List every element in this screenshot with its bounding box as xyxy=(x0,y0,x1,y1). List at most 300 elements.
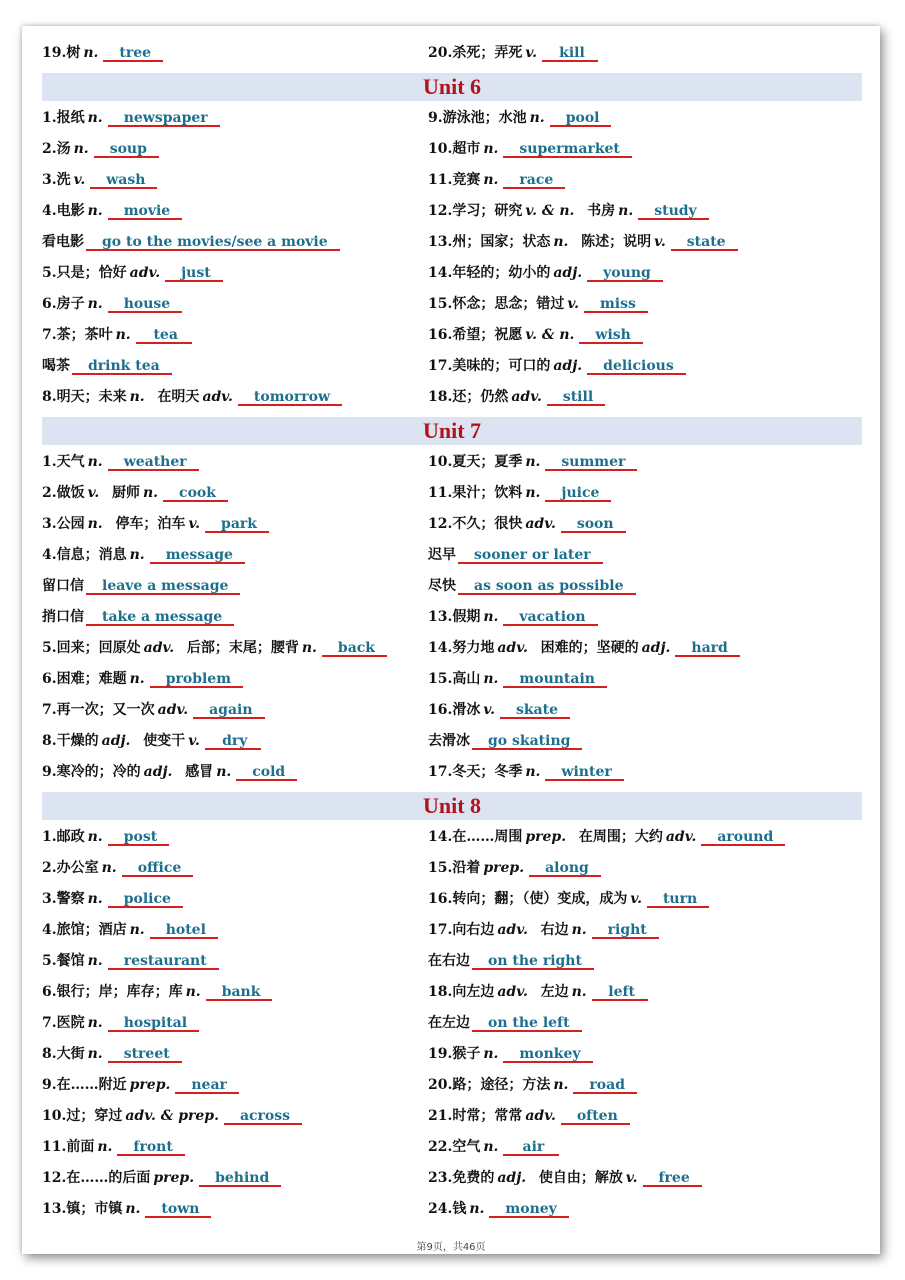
part-of-speech: n. xyxy=(301,639,317,656)
entry-number: 14. xyxy=(428,639,453,656)
part-of-speech: v. xyxy=(483,701,495,718)
chinese-meaning: 办公室 xyxy=(56,859,99,876)
part-of-speech: n. xyxy=(87,1045,103,1062)
answer-word: message xyxy=(150,548,245,564)
part-of-speech: adv. xyxy=(497,639,528,656)
chinese-meaning: 银行；岸；库存；库 xyxy=(56,983,183,1000)
vocab-entry xyxy=(428,235,862,251)
chinese-meaning: 果汁；饮料 xyxy=(452,484,523,501)
chinese-meaning: 报纸 xyxy=(56,109,85,126)
vocab-row xyxy=(42,103,862,134)
vocab-entry xyxy=(42,672,428,688)
vocab-row xyxy=(42,447,862,478)
answer-word: left xyxy=(592,985,648,1001)
answer-word: dry xyxy=(205,734,261,750)
vocabulary-list xyxy=(42,38,862,1225)
answer-word: take a message xyxy=(86,610,234,626)
chinese-meaning: 困难的；坚硬的 xyxy=(540,639,639,656)
part-of-speech: adj. xyxy=(553,357,583,374)
part-of-speech: v. xyxy=(567,295,579,312)
vocab-entry xyxy=(428,923,862,939)
chinese-meaning: 做饭 xyxy=(56,484,85,501)
chinese-meaning: 竞赛 xyxy=(452,171,481,188)
answer-word: wish xyxy=(579,328,642,344)
entry-number: 19. xyxy=(42,44,67,61)
vocab-row xyxy=(42,853,862,884)
document-page xyxy=(22,26,880,1254)
vocab-entry xyxy=(42,765,428,781)
chinese-meaning: 滑冰 xyxy=(452,701,481,718)
part-of-speech: adj. xyxy=(497,1169,527,1186)
answer-word: tea xyxy=(136,328,192,344)
vocab-row xyxy=(42,1194,862,1225)
answer-word: hotel xyxy=(150,923,218,939)
answer-word: again xyxy=(193,703,264,719)
part-of-speech: adv. xyxy=(525,1107,556,1124)
answer-word: park xyxy=(205,517,269,533)
chinese-meaning: 夏天；夏季 xyxy=(452,453,523,470)
answer-word: air xyxy=(503,1140,559,1156)
chinese-meaning: 房子 xyxy=(56,295,85,312)
vocab-entry xyxy=(42,1109,428,1125)
chinese-meaning: 陈述；说明 xyxy=(581,233,652,250)
vocab-row xyxy=(42,1163,862,1194)
entry-number: 12. xyxy=(428,515,453,532)
answer-word: across xyxy=(224,1109,302,1125)
answer-word: restaurant xyxy=(108,954,219,970)
vocab-entry xyxy=(428,517,862,533)
answer-word: near xyxy=(175,1078,239,1094)
chinese-meaning: 在……附近 xyxy=(56,1076,127,1093)
chinese-meaning: 留口信 xyxy=(42,577,84,594)
part-of-speech: n. xyxy=(483,608,499,625)
vocab-entry xyxy=(428,455,862,471)
vocab-entry xyxy=(428,1140,862,1156)
chinese-meaning: 干燥的 xyxy=(56,732,99,749)
vocab-entry xyxy=(42,1171,428,1187)
answer-word: tree xyxy=(103,46,163,62)
answer-word: state xyxy=(671,235,738,251)
answer-word: drink tea xyxy=(72,359,172,375)
part-of-speech: n. xyxy=(553,233,569,250)
vocab-row xyxy=(42,1008,862,1039)
vocab-row xyxy=(42,1101,862,1132)
vocab-entry xyxy=(42,455,428,471)
part-of-speech: prep. xyxy=(129,1076,171,1093)
answer-word: police xyxy=(108,892,183,908)
answer-word: around xyxy=(701,830,785,846)
vocab-row xyxy=(42,196,862,227)
entry-number: 9. xyxy=(42,1076,57,1093)
answer-word: vacation xyxy=(503,610,597,626)
entry-number: 15. xyxy=(428,670,453,687)
answer-word: winter xyxy=(545,765,623,781)
entry-number: 24. xyxy=(428,1200,453,1217)
answer-word: along xyxy=(529,861,601,877)
part-of-speech: n. xyxy=(115,326,131,343)
vocab-entry xyxy=(42,46,428,62)
chinese-meaning: 沿着 xyxy=(452,859,481,876)
chinese-meaning: 公园 xyxy=(56,515,85,532)
vocab-row xyxy=(42,258,862,289)
answer-word: town xyxy=(145,1202,211,1218)
chinese-meaning: 尽快 xyxy=(428,577,456,594)
chinese-meaning: 明天；未来 xyxy=(56,388,127,405)
vocab-entry xyxy=(42,1140,428,1156)
vocab-entry xyxy=(428,1016,862,1032)
part-of-speech: adv. xyxy=(129,264,161,281)
answer-word: juice xyxy=(545,486,611,502)
vocab-entry xyxy=(42,173,428,189)
part-of-speech: v. xyxy=(654,233,666,250)
chinese-meaning: 镇；市镇 xyxy=(66,1200,123,1217)
vocab-row xyxy=(42,289,862,320)
chinese-meaning: 高山 xyxy=(452,670,481,687)
entry-number: 4. xyxy=(42,546,57,563)
part-of-speech: adv. xyxy=(143,639,175,656)
entry-number: 3. xyxy=(42,890,57,907)
chinese-meaning: 困难；难题 xyxy=(56,670,127,687)
part-of-speech: n. xyxy=(125,1200,141,1217)
part-of-speech: n. xyxy=(525,484,541,501)
vocab-entry xyxy=(42,954,428,970)
answer-word: mountain xyxy=(503,672,607,688)
chinese-meaning: 茶；茶叶 xyxy=(56,326,113,343)
vocab-entry xyxy=(42,892,428,908)
entry-number: 18. xyxy=(428,388,453,405)
chinese-meaning: 邮政 xyxy=(56,828,85,845)
part-of-speech: adv. xyxy=(665,828,697,845)
answer-word: pool xyxy=(550,111,612,127)
answer-word: free xyxy=(643,1171,702,1187)
answer-word: monkey xyxy=(503,1047,592,1063)
chinese-meaning: 后部；末尾；腰背 xyxy=(186,639,299,656)
chinese-meaning: 学习；研究 xyxy=(452,202,523,219)
vocab-entry xyxy=(428,1109,862,1125)
part-of-speech: n. xyxy=(571,983,587,1000)
entry-number: 13. xyxy=(42,1200,67,1217)
part-of-speech: adj. xyxy=(641,639,671,656)
vocab-row xyxy=(42,509,862,540)
vocab-row xyxy=(42,382,862,413)
part-of-speech: n. xyxy=(87,890,103,907)
part-of-speech: n. xyxy=(87,453,103,470)
vocab-entry xyxy=(42,1202,428,1218)
answer-word: race xyxy=(503,173,565,189)
vocab-entry xyxy=(42,830,428,846)
answer-word: leave a message xyxy=(86,579,240,595)
answer-word: sooner or later xyxy=(458,548,603,564)
entry-number: 2. xyxy=(42,140,57,157)
chinese-meaning: 在右边 xyxy=(428,952,470,969)
vocab-entry xyxy=(428,328,862,344)
vocab-entry xyxy=(428,954,862,970)
vocab-entry xyxy=(428,861,862,877)
vocab-row xyxy=(42,884,862,915)
answer-word: kill xyxy=(542,46,598,62)
entry-number: 10. xyxy=(428,140,453,157)
entry-number: 22. xyxy=(428,1138,453,1155)
entry-number: 4. xyxy=(42,921,57,938)
entry-number: 13. xyxy=(428,608,453,625)
answer-word: bank xyxy=(206,985,273,1001)
vocab-entry xyxy=(42,142,428,158)
part-of-speech: v. xyxy=(630,890,642,907)
chinese-meaning: 免费的 xyxy=(452,1169,495,1186)
part-of-speech: n. xyxy=(483,140,499,157)
chinese-meaning: 前面 xyxy=(66,1138,95,1155)
entry-number: 2. xyxy=(42,484,57,501)
part-of-speech: prep. xyxy=(525,828,567,845)
answer-word: back xyxy=(322,641,387,657)
chinese-meaning: 回来；回原处 xyxy=(56,639,141,656)
part-of-speech: adv. xyxy=(157,701,189,718)
chinese-meaning: 向右边 xyxy=(452,921,495,938)
answer-word: movie xyxy=(108,204,183,220)
vocab-entry xyxy=(428,297,862,313)
answer-word: front xyxy=(117,1140,184,1156)
vocab-entry xyxy=(428,204,862,220)
vocab-entry xyxy=(42,610,428,626)
vocab-entry xyxy=(42,517,428,533)
unit-heading: Unit 7 xyxy=(42,417,862,445)
chinese-meaning: 路；途径；方法 xyxy=(452,1076,551,1093)
vocab-entry xyxy=(428,1171,862,1187)
entry-number: 5. xyxy=(42,264,57,281)
part-of-speech: adv. xyxy=(497,921,528,938)
vocab-entry xyxy=(428,1078,862,1094)
entry-number: 15. xyxy=(428,295,453,312)
answer-word: cook xyxy=(163,486,228,502)
part-of-speech: v. xyxy=(188,515,201,532)
entry-number: 21. xyxy=(428,1107,453,1124)
vocab-entry xyxy=(42,1016,428,1032)
chinese-meaning: 州；国家；状态 xyxy=(452,233,551,250)
vocab-entry xyxy=(42,548,428,564)
chinese-meaning: 过；穿过 xyxy=(66,1107,123,1124)
part-of-speech: adv. xyxy=(202,388,233,405)
answer-word: just xyxy=(165,266,223,282)
answer-word: often xyxy=(561,1109,630,1125)
part-of-speech: prep. xyxy=(153,1169,195,1186)
chinese-meaning: 书房 xyxy=(587,202,616,219)
answer-word: study xyxy=(638,204,708,220)
vocab-entry xyxy=(42,734,428,750)
part-of-speech: n. xyxy=(483,670,499,687)
answer-word: summer xyxy=(545,455,637,471)
answer-word: delicious xyxy=(587,359,686,375)
answer-word: cold xyxy=(236,765,297,781)
part-of-speech: prep. xyxy=(483,859,525,876)
chinese-meaning: 在周围；大约 xyxy=(578,828,663,845)
answer-word: road xyxy=(573,1078,637,1094)
entry-number: 4. xyxy=(42,202,57,219)
vocab-entry xyxy=(42,703,428,719)
entry-number: 9. xyxy=(428,109,443,126)
answer-word: on the left xyxy=(472,1016,582,1032)
answer-word: post xyxy=(108,830,169,846)
chinese-meaning: 树 xyxy=(66,44,81,61)
part-of-speech: n. xyxy=(483,1138,499,1155)
vocab-entry xyxy=(428,579,862,595)
part-of-speech: adv. xyxy=(511,388,542,405)
entry-number: 18. xyxy=(428,983,453,1000)
entry-number: 6. xyxy=(42,670,57,687)
entry-number: 16. xyxy=(428,326,453,343)
vocab-row xyxy=(42,165,862,196)
part-of-speech: n. xyxy=(525,763,541,780)
vocab-entry xyxy=(428,266,862,282)
vocab-entry xyxy=(428,359,862,375)
unit-heading: Unit 8 xyxy=(42,792,862,820)
answer-word: problem xyxy=(150,672,243,688)
part-of-speech: n. xyxy=(525,453,541,470)
entry-number: 3. xyxy=(42,515,57,532)
vocab-row xyxy=(42,757,862,788)
vocab-entry xyxy=(42,297,428,313)
vocab-entry xyxy=(42,266,428,282)
chinese-meaning: 迟早 xyxy=(428,546,456,563)
chinese-meaning: 向左边 xyxy=(452,983,495,1000)
vocab-entry xyxy=(42,1047,428,1063)
vocab-entry xyxy=(428,142,862,158)
part-of-speech: v. xyxy=(625,1169,638,1186)
vocab-entry xyxy=(42,641,428,657)
chinese-meaning: 钱 xyxy=(452,1200,467,1217)
chinese-meaning: 寒冷的；冷的 xyxy=(56,763,141,780)
vocab-entry xyxy=(428,672,862,688)
vocab-row xyxy=(42,602,862,633)
part-of-speech: v. xyxy=(73,171,86,188)
vocab-row xyxy=(42,540,862,571)
entry-number: 20. xyxy=(428,1076,453,1093)
vocab-entry xyxy=(428,830,862,846)
chinese-meaning: 捎口信 xyxy=(42,608,84,625)
part-of-speech: n. xyxy=(571,921,587,938)
vocab-entry xyxy=(428,486,862,502)
answer-word: tomorrow xyxy=(238,390,342,406)
entry-number: 10. xyxy=(428,453,453,470)
entry-number: 6. xyxy=(42,983,57,1000)
chinese-meaning: 大街 xyxy=(56,1045,85,1062)
chinese-meaning: 转向；翻；（使）变成，成为 xyxy=(452,890,628,907)
vocab-entry xyxy=(42,111,428,127)
vocab-entry xyxy=(428,765,862,781)
part-of-speech: n. xyxy=(142,484,159,501)
part-of-speech: n. xyxy=(469,1200,485,1217)
chinese-meaning: 猴子 xyxy=(452,1045,481,1062)
chinese-meaning: 医院 xyxy=(56,1014,85,1031)
part-of-speech: n. xyxy=(73,140,89,157)
part-of-speech: n. xyxy=(87,202,103,219)
entry-number: 6. xyxy=(42,295,57,312)
chinese-meaning: 电影 xyxy=(56,202,85,219)
answer-word: supermarket xyxy=(503,142,631,158)
part-of-speech: n. xyxy=(83,44,99,61)
answer-word: young xyxy=(587,266,663,282)
entry-number: 1. xyxy=(42,828,57,845)
chinese-meaning: 时常；常常 xyxy=(452,1107,523,1124)
entry-number: 13. xyxy=(428,233,453,250)
part-of-speech: n. xyxy=(101,859,117,876)
chinese-meaning: 感冒 xyxy=(185,763,214,780)
vocab-row xyxy=(42,227,862,258)
chinese-meaning: 左边 xyxy=(540,983,569,1000)
chinese-meaning: 在明天 xyxy=(157,388,200,405)
entry-number: 2. xyxy=(42,859,57,876)
part-of-speech: n. xyxy=(129,670,145,687)
chinese-meaning: 停车；泊车 xyxy=(115,515,186,532)
vocab-entry xyxy=(428,173,862,189)
part-of-speech: n. xyxy=(529,109,545,126)
vocab-entry xyxy=(428,548,862,564)
entry-number: 9. xyxy=(42,763,57,780)
vocab-row xyxy=(42,633,862,664)
vocab-row xyxy=(42,134,862,165)
vocab-row xyxy=(42,38,862,69)
chinese-meaning: 再一次；又一次 xyxy=(56,701,155,718)
answer-word: hospital xyxy=(108,1016,199,1032)
unit-heading: Unit 6 xyxy=(42,73,862,101)
answer-word: money xyxy=(489,1202,568,1218)
chinese-meaning: 怀念；思念；错过 xyxy=(452,295,565,312)
part-of-speech: n. xyxy=(87,1014,103,1031)
part-of-speech: n. xyxy=(618,202,634,219)
vocab-row xyxy=(42,726,862,757)
part-of-speech: n. xyxy=(87,109,103,126)
vocab-entry xyxy=(42,923,428,939)
chinese-meaning: 使变干 xyxy=(143,732,186,749)
answer-word: street xyxy=(108,1047,182,1063)
part-of-speech: n. xyxy=(216,763,232,780)
vocab-entry xyxy=(42,235,428,251)
part-of-speech: n. xyxy=(87,295,103,312)
vocab-entry xyxy=(42,359,428,375)
answer-word: wash xyxy=(90,173,157,189)
vocab-entry xyxy=(42,486,428,502)
chinese-meaning: 洗 xyxy=(56,171,71,188)
part-of-speech: n. xyxy=(97,1138,113,1155)
entry-number: 16. xyxy=(428,701,453,718)
entry-number: 19. xyxy=(428,1045,453,1062)
vocab-row xyxy=(42,915,862,946)
vocab-row xyxy=(42,571,862,602)
vocab-entry xyxy=(428,610,862,626)
entry-number: 5. xyxy=(42,952,57,969)
vocab-entry xyxy=(428,1202,862,1218)
answer-word: soon xyxy=(561,517,626,533)
part-of-speech: n. xyxy=(553,1076,569,1093)
part-of-speech: v. xyxy=(525,44,537,61)
entry-number: 7. xyxy=(42,1014,57,1031)
vocab-row xyxy=(42,1039,862,1070)
part-of-speech: v. & n. xyxy=(525,326,575,343)
vocab-entry xyxy=(428,703,862,719)
entry-number: 16. xyxy=(428,890,453,907)
chinese-meaning: 旅馆；酒店 xyxy=(56,921,127,938)
vocab-entry xyxy=(42,204,428,220)
entry-number: 3. xyxy=(42,171,57,188)
answer-word: turn xyxy=(647,892,709,908)
vocab-entry xyxy=(42,985,428,1001)
vocab-row xyxy=(42,1132,862,1163)
part-of-speech: adj. xyxy=(143,763,173,780)
answer-word: soup xyxy=(94,142,159,158)
vocab-row xyxy=(42,977,862,1008)
entry-number: 5. xyxy=(42,639,57,656)
entry-number: 12. xyxy=(428,202,453,219)
entry-number: 1. xyxy=(42,453,57,470)
